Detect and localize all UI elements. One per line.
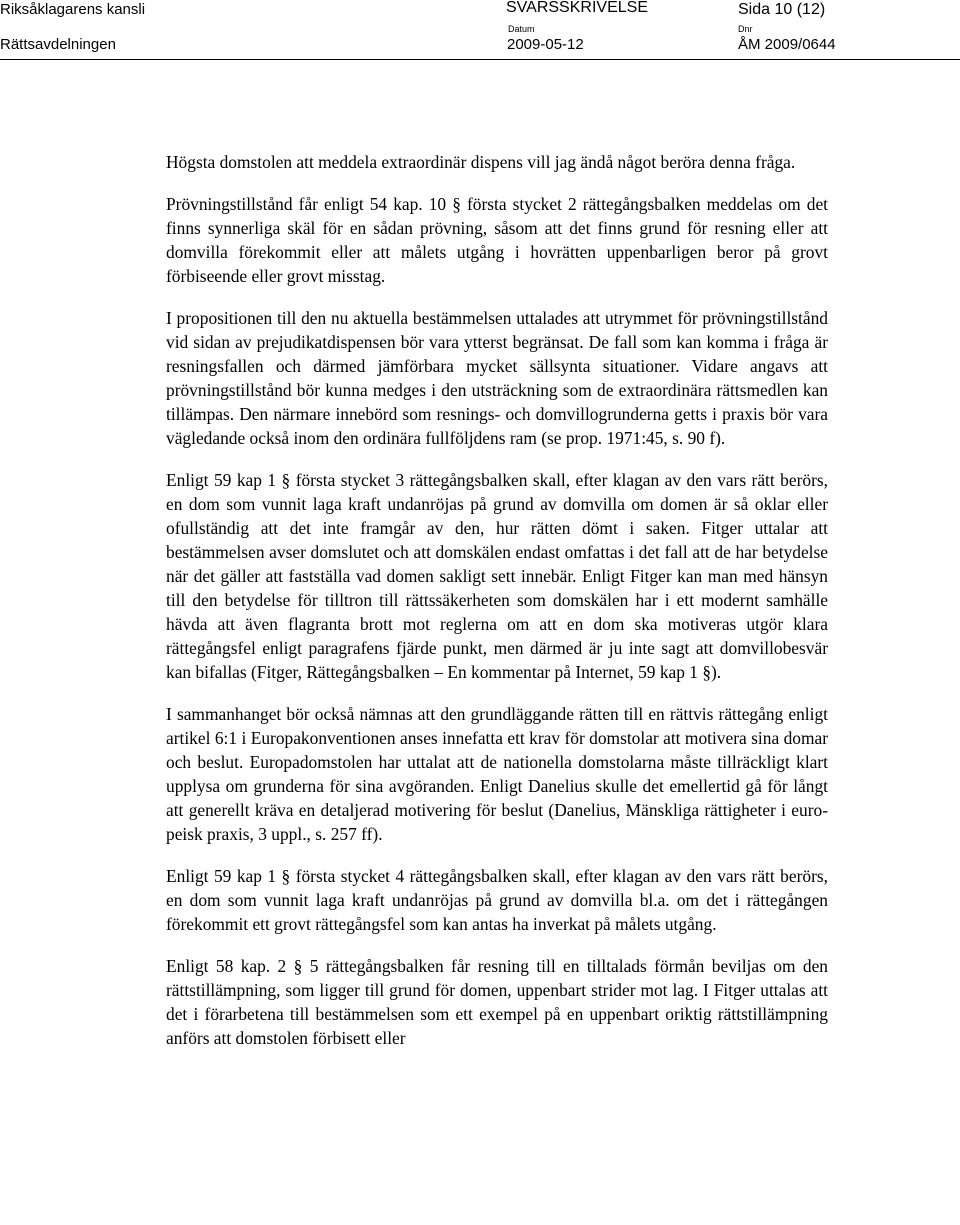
organization-name: Riksåklagarens kansli bbox=[0, 1, 146, 18]
paragraph: Högsta domstolen att meddela extraordinär dispens vill jag ändå något beröra denna fråga. bbox=[166, 152, 796, 172]
paragraph: Enligt 58 kap. 2 § 5 rättegångsbalken får resning till en tilltalads förmån beviljas om den rättstillämpning, som ligger till grund för domen, uppenbart strider mot lag. I Fitger uttalas att det i förarbetena till bestämmelsen som ett exempel på en uppenbart oriktig rättstillämpning anförs att domstolen förbisett eller bbox=[166, 956, 828, 1048]
date-label: Datum bbox=[508, 24, 535, 34]
paragraph: I propositionen till den nu aktuella bestämmelsen uttalades att utrymmet för prövningstillstånd vid sidan av prejudikatdispensen bör vara ytterst begränsat. De fall som kan komma i fråga är resningsfallen och därmed jämförbara mycket sällsynta situationer. Vidare angavs att prövningstillstånd bör kunna medges i den utsträckning som de extraordinära rättsmedlen kan tillämpas. Den närmare innebörd som resnings- och domvillogrunderna getts i praxis bör vara vägledande också inom den ordinära fullföljdens ram (se prop. 1971:45, s. 90 f). bbox=[166, 308, 828, 448]
document-body bbox=[166, 150, 828, 1068]
page-header bbox=[0, 0, 960, 58]
page-number: Sida 10 (12) bbox=[738, 1, 826, 18]
paragraph: Enligt 59 kap 1 § första stycket 4 rättegångsbalken skall, efter klagan av den vars rätt berörs, en dom som vunnit laga kraft undanröjas på grund av domvilla bl.a. om det i rättegången förekommit ett grovt rättegångsfel som kan antas ha inverkat på målets utgång. bbox=[166, 866, 828, 934]
paragraph: Prövningstillstånd får enligt 54 kap. 10 § första stycket 2 rättegångsbalken meddelas om det finns synnerliga skäl för en sådan prövning, såsom att det finns grund för resning eller att domvilla förekommit eller att målets utgång i hovrätten uppenbarligen beror på grovt förbiseende eller grovt misstag. bbox=[166, 194, 828, 286]
document-type: SVARSSKRIVELSE bbox=[506, 0, 648, 16]
paragraph: I sammanhanget bör också nämnas att den grundläggande rätten till en rättvis rättegång enligt artikel 6:1 i Europakonventionen anses innefatta ett krav för domstolar att motivera sina domar och beslut. Europadomstolen har uttalat att de nationella domstolarna måste tillräckligt klart upplysa om grunderna för sina avgöranden. Enligt Danelius skulle det emellertid gå för långt att generellt kräva en detaljerad motivering för beslut (Danelius, Mänskliga rättigheter i europeisk praxis, 3 uppl., s. 257 ff). bbox=[166, 704, 828, 844]
paragraph: Enligt 59 kap 1 § första stycket 3 rättegångsbalken skall, efter klagan av den vars rätt berörs, en dom som vunnit laga kraft undanröjas på grund av domvilla om domen är så oklar eller ofullständig att det inte framgår av den, hur rätten dömt i saken. Fitger uttalar att bestämmelsen avser domslutet och att domskälen endast omfattas i det fall att de har betydelse när det gäller att fastställa vad domen sakligt sett innebär. Enligt Fitger kan man med hänsyn till den betydelse för tilltron till rättssäkerheten som domskälen har i ett modernt samhälle hävda att även flagranta brott mot reglerna om att en dom ska motiveras utgör klara rättegångsfel enligt paragrafens fjärde punkt, men därmed är ju inte sagt att domvillobesvär kan bifallas (Fitger, Rättegångsbalken – En kommentar på Internet, 59 kap 1 §). bbox=[166, 470, 828, 682]
case-number-label: Dnr bbox=[738, 24, 753, 34]
case-number: ÅM 2009/0644 bbox=[738, 36, 836, 53]
document-date: 2009-05-12 bbox=[507, 36, 584, 53]
department-name: Rättsavdelningen bbox=[0, 36, 116, 53]
header-divider bbox=[0, 59, 960, 60]
